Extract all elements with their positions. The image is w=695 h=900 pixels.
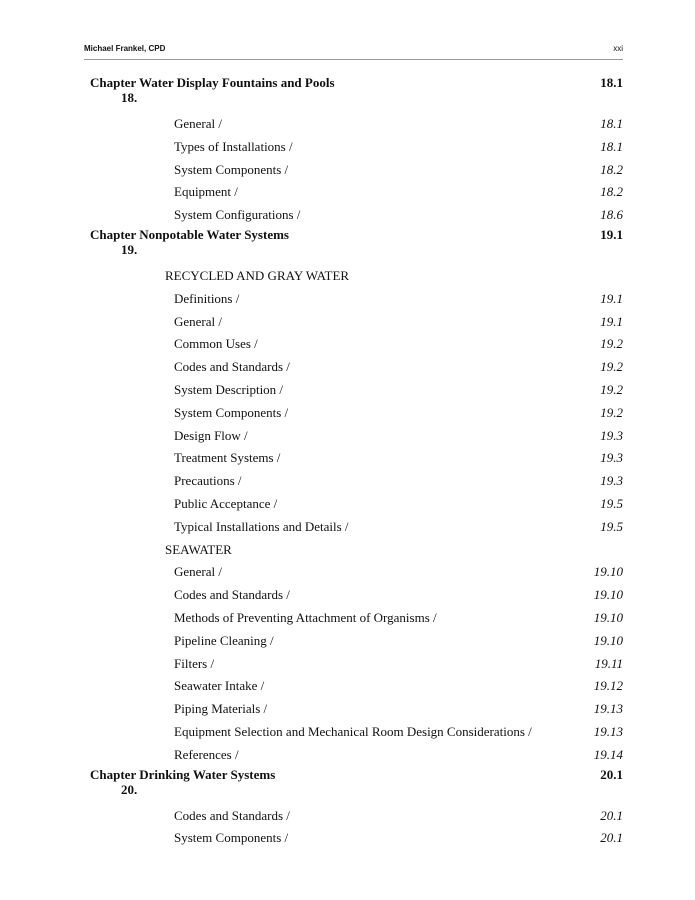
toc-entry: [90, 447, 623, 470]
entry-title: System Components /: [174, 830, 289, 846]
entry-page: 19.13: [593, 723, 623, 739]
toc-entry: [90, 181, 623, 204]
chapter-heading: [90, 227, 623, 265]
toc-entry: [90, 333, 623, 356]
toc-entry: [90, 584, 623, 607]
entry-page: 18.2: [600, 161, 623, 177]
toc-entry: [90, 675, 623, 698]
toc-entry: [90, 698, 623, 721]
entry-page: 20.1: [600, 807, 623, 823]
toc-entry: [90, 288, 623, 311]
entry-title: Definitions /: [174, 290, 240, 306]
chapter-label: Chapter: [90, 766, 136, 782]
entry-title: System Components /: [174, 161, 289, 177]
entry-page: 19.3: [600, 450, 623, 466]
entry-title: Equipment /: [174, 184, 238, 200]
entry-title: Equipment Selection and Mechanical Room Design Considerations /: [174, 723, 532, 739]
entry-title: Pipeline Cleaning /: [174, 632, 274, 648]
entry-page: 18.6: [600, 207, 623, 223]
header-author: Michael Frankel, CPD: [84, 44, 166, 53]
entry-title: Codes and Standards /: [174, 807, 290, 823]
toc-entry: [90, 744, 623, 767]
toc-entry: [90, 630, 623, 653]
chapter-label: Chapter: [90, 75, 136, 90]
entry-page: 19.2: [600, 359, 623, 375]
entry-page: 19.14: [593, 746, 623, 762]
toc-entry: [90, 113, 623, 136]
chapter-page: 18.1: [600, 75, 623, 90]
entry-title: General /: [174, 116, 223, 131]
chapter-title: [90, 227, 289, 243]
entry-title: Design Flow /: [174, 427, 248, 443]
entry-page: 19.13: [593, 701, 623, 717]
entry-page: 19.10: [593, 564, 623, 580]
chapter-title-text: Nonpotable Water Systems: [139, 226, 289, 242]
chapter-label: Chapter: [90, 226, 136, 242]
entry-title: Treatment Systems /: [174, 450, 281, 466]
entry-page: 19.2: [600, 381, 623, 397]
entry-page: 19.5: [600, 495, 623, 511]
toc-entry: [90, 136, 623, 159]
toc-entry: [90, 493, 623, 516]
entry-page: 18.1: [600, 138, 623, 154]
chapter-page: 19.1: [600, 226, 623, 242]
entry-page: 19.10: [593, 587, 623, 603]
entry-title: Seawater Intake /: [174, 678, 265, 694]
entry-title: Codes and Standards /: [174, 587, 290, 603]
chapter-title: [90, 767, 275, 783]
entry-title: Filters /: [174, 655, 215, 671]
entry-title: Codes and Standards /: [174, 359, 290, 375]
entry-page: 19.10: [593, 609, 623, 625]
entry-title: Methods of Preventing Attachment of Organisms /: [174, 609, 437, 625]
toc-entry: [90, 721, 623, 744]
entry-title: References /: [174, 746, 239, 762]
entry-page: 19.10: [593, 632, 623, 648]
entry-page: 19.12: [593, 678, 623, 694]
chapter-heading: [90, 75, 623, 113]
toc-entry: [90, 561, 623, 584]
entry-page: 19.11: [594, 655, 623, 671]
toc-entry: [90, 425, 623, 448]
toc-entry: [90, 470, 623, 493]
toc-entry: [90, 379, 623, 402]
toc-entry: [90, 516, 623, 539]
chapter-number: 19.: [121, 241, 138, 257]
table-of-contents: [90, 75, 623, 850]
section-heading: SEAWATER: [165, 541, 232, 557]
entry-page: 19.1: [600, 313, 623, 329]
entry-page: 19.3: [600, 473, 623, 489]
chapter-heading: [90, 767, 623, 805]
page-header: [84, 44, 623, 60]
toc-entry: [90, 204, 623, 227]
toc-entry: [90, 827, 623, 850]
header-page-number: xxi: [613, 44, 623, 53]
chapter-page: 20.1: [600, 766, 623, 782]
entry-page: 19.5: [600, 518, 623, 534]
toc-entry: [90, 607, 623, 630]
entry-page: 19.2: [600, 336, 623, 352]
entry-title: System Components /: [174, 404, 289, 420]
toc-entry: [90, 805, 623, 828]
toc-entry: [90, 356, 623, 379]
entry-page: 20.1: [600, 830, 623, 846]
entry-title: Common Uses /: [174, 336, 258, 352]
chapter-number: 20.: [121, 781, 138, 797]
chapter-title: [90, 75, 335, 91]
chapter-number: 18.: [121, 90, 138, 105]
entry-title: Piping Materials /: [174, 701, 268, 717]
entry-page: 18.2: [600, 184, 623, 200]
toc-entry: [90, 653, 623, 676]
entry-title: General /: [174, 313, 223, 329]
entry-title: General /: [174, 564, 223, 580]
entry-page: 19.1: [600, 290, 623, 306]
section-heading: RECYCLED AND GRAY WATER: [165, 267, 350, 283]
entry-title: Typical Installations and Details /: [174, 518, 349, 534]
entry-title: System Configurations /: [174, 207, 301, 223]
entry-title: Types of Installations /: [174, 138, 293, 154]
toc-entry: [90, 311, 623, 334]
entry-page: 19.3: [600, 427, 623, 443]
chapter-title-text: Water Display Fountains and Pools: [139, 75, 335, 90]
toc-entry: [90, 159, 623, 182]
entry-title: Public Acceptance /: [174, 495, 278, 511]
chapter-title-text: Drinking Water Systems: [139, 766, 276, 782]
entry-page: 18.1: [600, 116, 623, 131]
entry-page: 19.2: [600, 404, 623, 420]
toc-entry: [90, 402, 623, 425]
entry-title: System Description /: [174, 381, 284, 397]
entry-title: Precautions /: [174, 473, 242, 489]
